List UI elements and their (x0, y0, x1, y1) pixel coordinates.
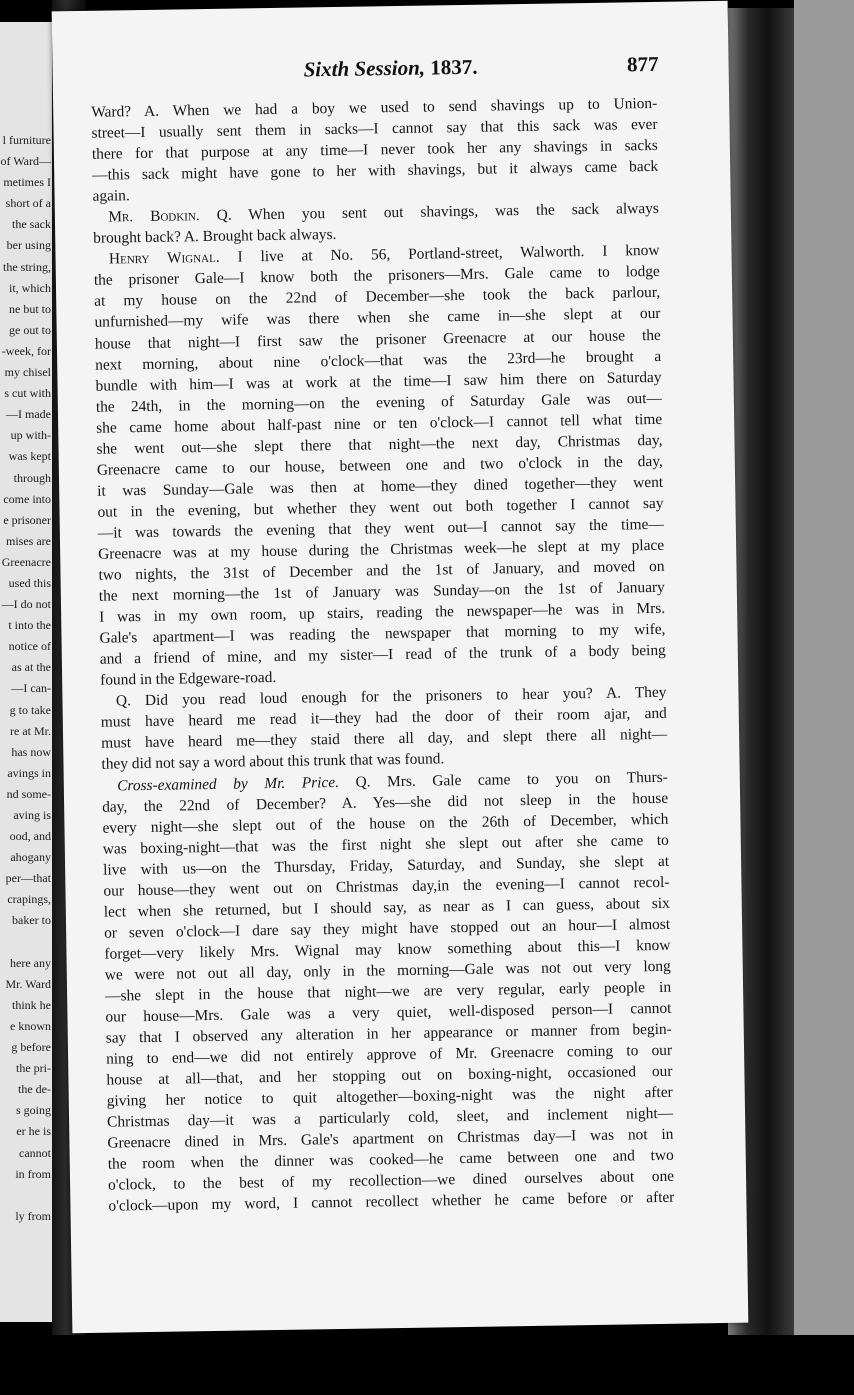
text-line: found in the Edgeware-road. (100, 669, 277, 689)
text-line: brought back? A. Brought back always. (93, 226, 337, 248)
left-page-fragment: notice of (8, 639, 51, 654)
line-text: Q. Mrs. Gale came to you on Thurs- (338, 768, 668, 791)
text-line: Greenacre came to our house, between one and two o'clock in the day, (96, 452, 663, 479)
left-page-fragment: t into the (8, 618, 51, 633)
text-line: next morning, about nine o'clock—that was the 23rd—he brought a (95, 347, 662, 374)
text-line: it was Sunday—Gale was then at home—they dined together—they went (97, 473, 664, 500)
left-page-fragment: of Ward— (0, 154, 51, 169)
left-page-fragment (0, 932, 52, 953)
line-text: Q. Did you read loud enough for the prisoners to hear you? A. They (115, 684, 667, 710)
text-line: two nights, the 31st of December and the 1st of January, and moved on (98, 557, 665, 584)
text-line: Greenacre was at my house during the Christmas week—he slept at my place (98, 536, 665, 563)
left-page-fragment: ly from (15, 1208, 51, 1223)
text-line: unfurnished—my wife was there when she came in—she slept at our (94, 305, 661, 332)
session-year: 1837. (430, 54, 478, 80)
text-line: Christmas day—it was a particularly cold, sleet, and inclement night— (106, 1105, 674, 1131)
text-line: our house—Mrs. Gale was a very quiet, well-disposed person—I cannot (105, 999, 672, 1026)
left-page-fragment: aving is (13, 808, 51, 822)
session-title: Sixth Session, (303, 55, 426, 82)
text-line: or seven o'clock—I dare say they might have stopped out an hour—I almost (104, 915, 671, 942)
left-page-text-fragments (0, 130, 52, 1227)
body-text (91, 93, 674, 1217)
text-line: out in the evening, but whether they went out both together I cannot say (97, 494, 664, 521)
text-line: was boxing-night—that was the first night she slept out after she came to (102, 831, 669, 858)
left-page-fragment: ood, and (9, 829, 51, 844)
left-page-fragment: ge out to (9, 322, 51, 337)
left-page-fragment: avings in (7, 765, 51, 780)
text-line: at my house on the 22nd of December—she took the back parlour, (94, 284, 661, 311)
text-line: Ward? A. When we had a boy we used to send shavings up to Union- (91, 94, 658, 121)
text-line: o'clock, to the best of my recollection—we dined ourselves about one (107, 1168, 675, 1195)
left-page-fragment: —I made (6, 407, 51, 422)
scan-background-strip (794, 0, 854, 1395)
left-page-fragment: short of a (5, 196, 51, 211)
text-line: the 24th, in the morning—on the evening of Saturday Gale was out— (95, 389, 662, 416)
left-page-fragment: crapings, (7, 892, 51, 907)
left-page-fragment: think he (12, 997, 51, 1012)
left-page-fragment: has now (11, 744, 51, 759)
left-page-fragment: metimes I (3, 175, 51, 190)
left-page-fragment: —I can- (11, 681, 51, 696)
left-page-fragment: cannot (19, 1145, 51, 1160)
left-page-fragment: ne but to (9, 301, 51, 316)
text-line: they did not say a word about this trunk that was found. (101, 750, 445, 774)
left-page-fragment: up with- (10, 428, 51, 443)
left-page-fragment: used this (8, 575, 51, 590)
left-page-fragment: ber using (6, 238, 51, 253)
text-line: every night—she slept out of the house on the 26th of December, which (102, 810, 669, 837)
left-page-fragment: come into (3, 491, 51, 506)
left-page-fragment: —I do not (1, 597, 51, 612)
left-page-fragment: through (13, 470, 51, 485)
text-line: day, the 22nd of December? A. Yes—she did not sleep in the house (102, 789, 669, 816)
text-line: lect when she returned, but I should say, as near as I can guess, about six (103, 894, 670, 921)
left-page (0, 22, 54, 1322)
text-line: giving her notice to quit altogether—boxing-night was the night after (106, 1083, 673, 1110)
left-page-fragment (0, 1185, 52, 1206)
witness-name: Henry Wignal. (108, 249, 220, 268)
text-line: bundle with him—I was at work at the time—I saw him there on Saturday (95, 368, 662, 395)
left-page-fragment: it, which (9, 280, 51, 295)
left-page-fragment: as at the (11, 660, 51, 675)
main-page (52, 1, 749, 1333)
line-text: Q. When you sent out shavings, was the sack always (199, 200, 659, 225)
left-page-fragment: the de- (18, 1082, 51, 1097)
text-line: —she slept in the house that night—we are very regular, early people in (105, 978, 672, 1005)
left-page-fragment: here any (10, 955, 51, 970)
left-page-fragment: nd some- (6, 786, 51, 801)
text-line: street—I usually sent them in sacks—I cannot say that this sack was ever (91, 115, 658, 142)
left-page-fragment: the string, (3, 259, 51, 274)
left-page-fragment: in from (15, 1166, 51, 1181)
text-line: and a friend of mine, and my sister—I read of the trunk of a body being (99, 642, 666, 668)
text-line: say that I observed any alteration in her appearance or manner from begin- (105, 1020, 672, 1047)
text-line: must have heard me read it—they had the door of their room ajar, and (100, 705, 667, 732)
text-line: she came home about half-past nine or ten o'clock—I cannot tell what time (96, 410, 663, 437)
left-page-fragment: l furniture (2, 133, 51, 147)
text-line: live with us—on the Thursday, Friday, Saturday, and Sunday, she slept at (103, 852, 670, 879)
page-number: 877 (626, 51, 659, 77)
left-page-fragment: Greenacre (1, 554, 51, 569)
speaker-name: Mr. Bodkin. (108, 207, 200, 226)
text-line: Greenacre dined in Mrs. Gale's apartment on Christmas day—I was not in (107, 1126, 674, 1152)
text-line: she went out—she slept there that night—the next day, Christmas day, (96, 431, 663, 458)
text-line: —it was towards the evening that they went out—I cannot say the time— (97, 515, 664, 542)
line-text: I live at No. 56, Portland-street, Walworth. I know (219, 242, 660, 267)
scan-bottom-shadow (0, 1335, 854, 1395)
left-page-fragment: baker to (12, 913, 51, 928)
left-page-fragment: g before (11, 1040, 51, 1055)
left-page-fragment: s cut with (4, 386, 51, 401)
left-page-fragment: g to take (9, 702, 51, 717)
left-page-fragment: the sack (12, 217, 51, 232)
left-page-fragment: per—that (5, 871, 51, 886)
text-line: the next morning—the 1st of January was Sunday—on the 1st of January (98, 578, 665, 605)
text-line: the prisoner Gale—I know both the prisoners—Mrs. Gale came to lodge (93, 263, 660, 290)
running-head-title (92, 51, 688, 85)
text-line: —this sack might have gone to her with shavings, but it always came back (92, 158, 659, 184)
left-page-fragment: my chisel (4, 365, 51, 380)
text-line: I was in my own room, up stairs, reading the newspaper—he was in Mrs. (99, 599, 666, 626)
text-line: house that night—I first saw the prisoner Greenacre at our house the (94, 326, 661, 353)
left-page-fragment: s going (15, 1103, 51, 1118)
left-page-fragment: the pri- (16, 1061, 51, 1076)
left-page-fragment: re at Mr. (10, 723, 51, 738)
left-page-fragment: -week, for (1, 343, 51, 358)
cross-examiner: Cross-examined by Mr. Price. (117, 773, 340, 794)
text-line: o'clock—upon my word, I cannot recollect whether he came before or after (108, 1189, 675, 1216)
text-line: we were not out all day, only in the morning—Gale was not out very long (104, 957, 671, 984)
left-page-fragment: ahogany (10, 850, 51, 865)
left-page-fragment: mises are (6, 533, 51, 548)
left-page-fragment: was kept (8, 449, 51, 464)
text-line: must have heard me—they staid there all day, and slept there all night— (101, 726, 668, 753)
left-page-fragment: Mr. Ward (5, 976, 51, 991)
text-line: again. (92, 187, 130, 205)
text-line: the room when the dinner was cooked—he came between one and two (107, 1147, 674, 1173)
left-page-fragment: er he is (16, 1124, 51, 1139)
left-page-fragment: e known (10, 1018, 51, 1033)
left-page-fragment: e prisoner (3, 512, 51, 527)
text-line: there for that purpose at any time—I never took her any shavings in sacks (91, 136, 658, 163)
text-line: our house—they went out on Christmas day,in the evening—I cannot recol- (103, 873, 670, 900)
text-line: Gale's apartment—I was reading the newspaper that morning to my wife, (99, 620, 666, 647)
running-head (92, 51, 688, 94)
text-line: forget—very likely Mrs. Wignal may know something about this—I know (104, 936, 671, 963)
text-line: house at all—that, and her stopping out on boxing-night, occasioned our (106, 1062, 673, 1089)
text-line: ning to end—we did not entirely approve of Mr. Greenacre coming to our (105, 1041, 673, 1068)
